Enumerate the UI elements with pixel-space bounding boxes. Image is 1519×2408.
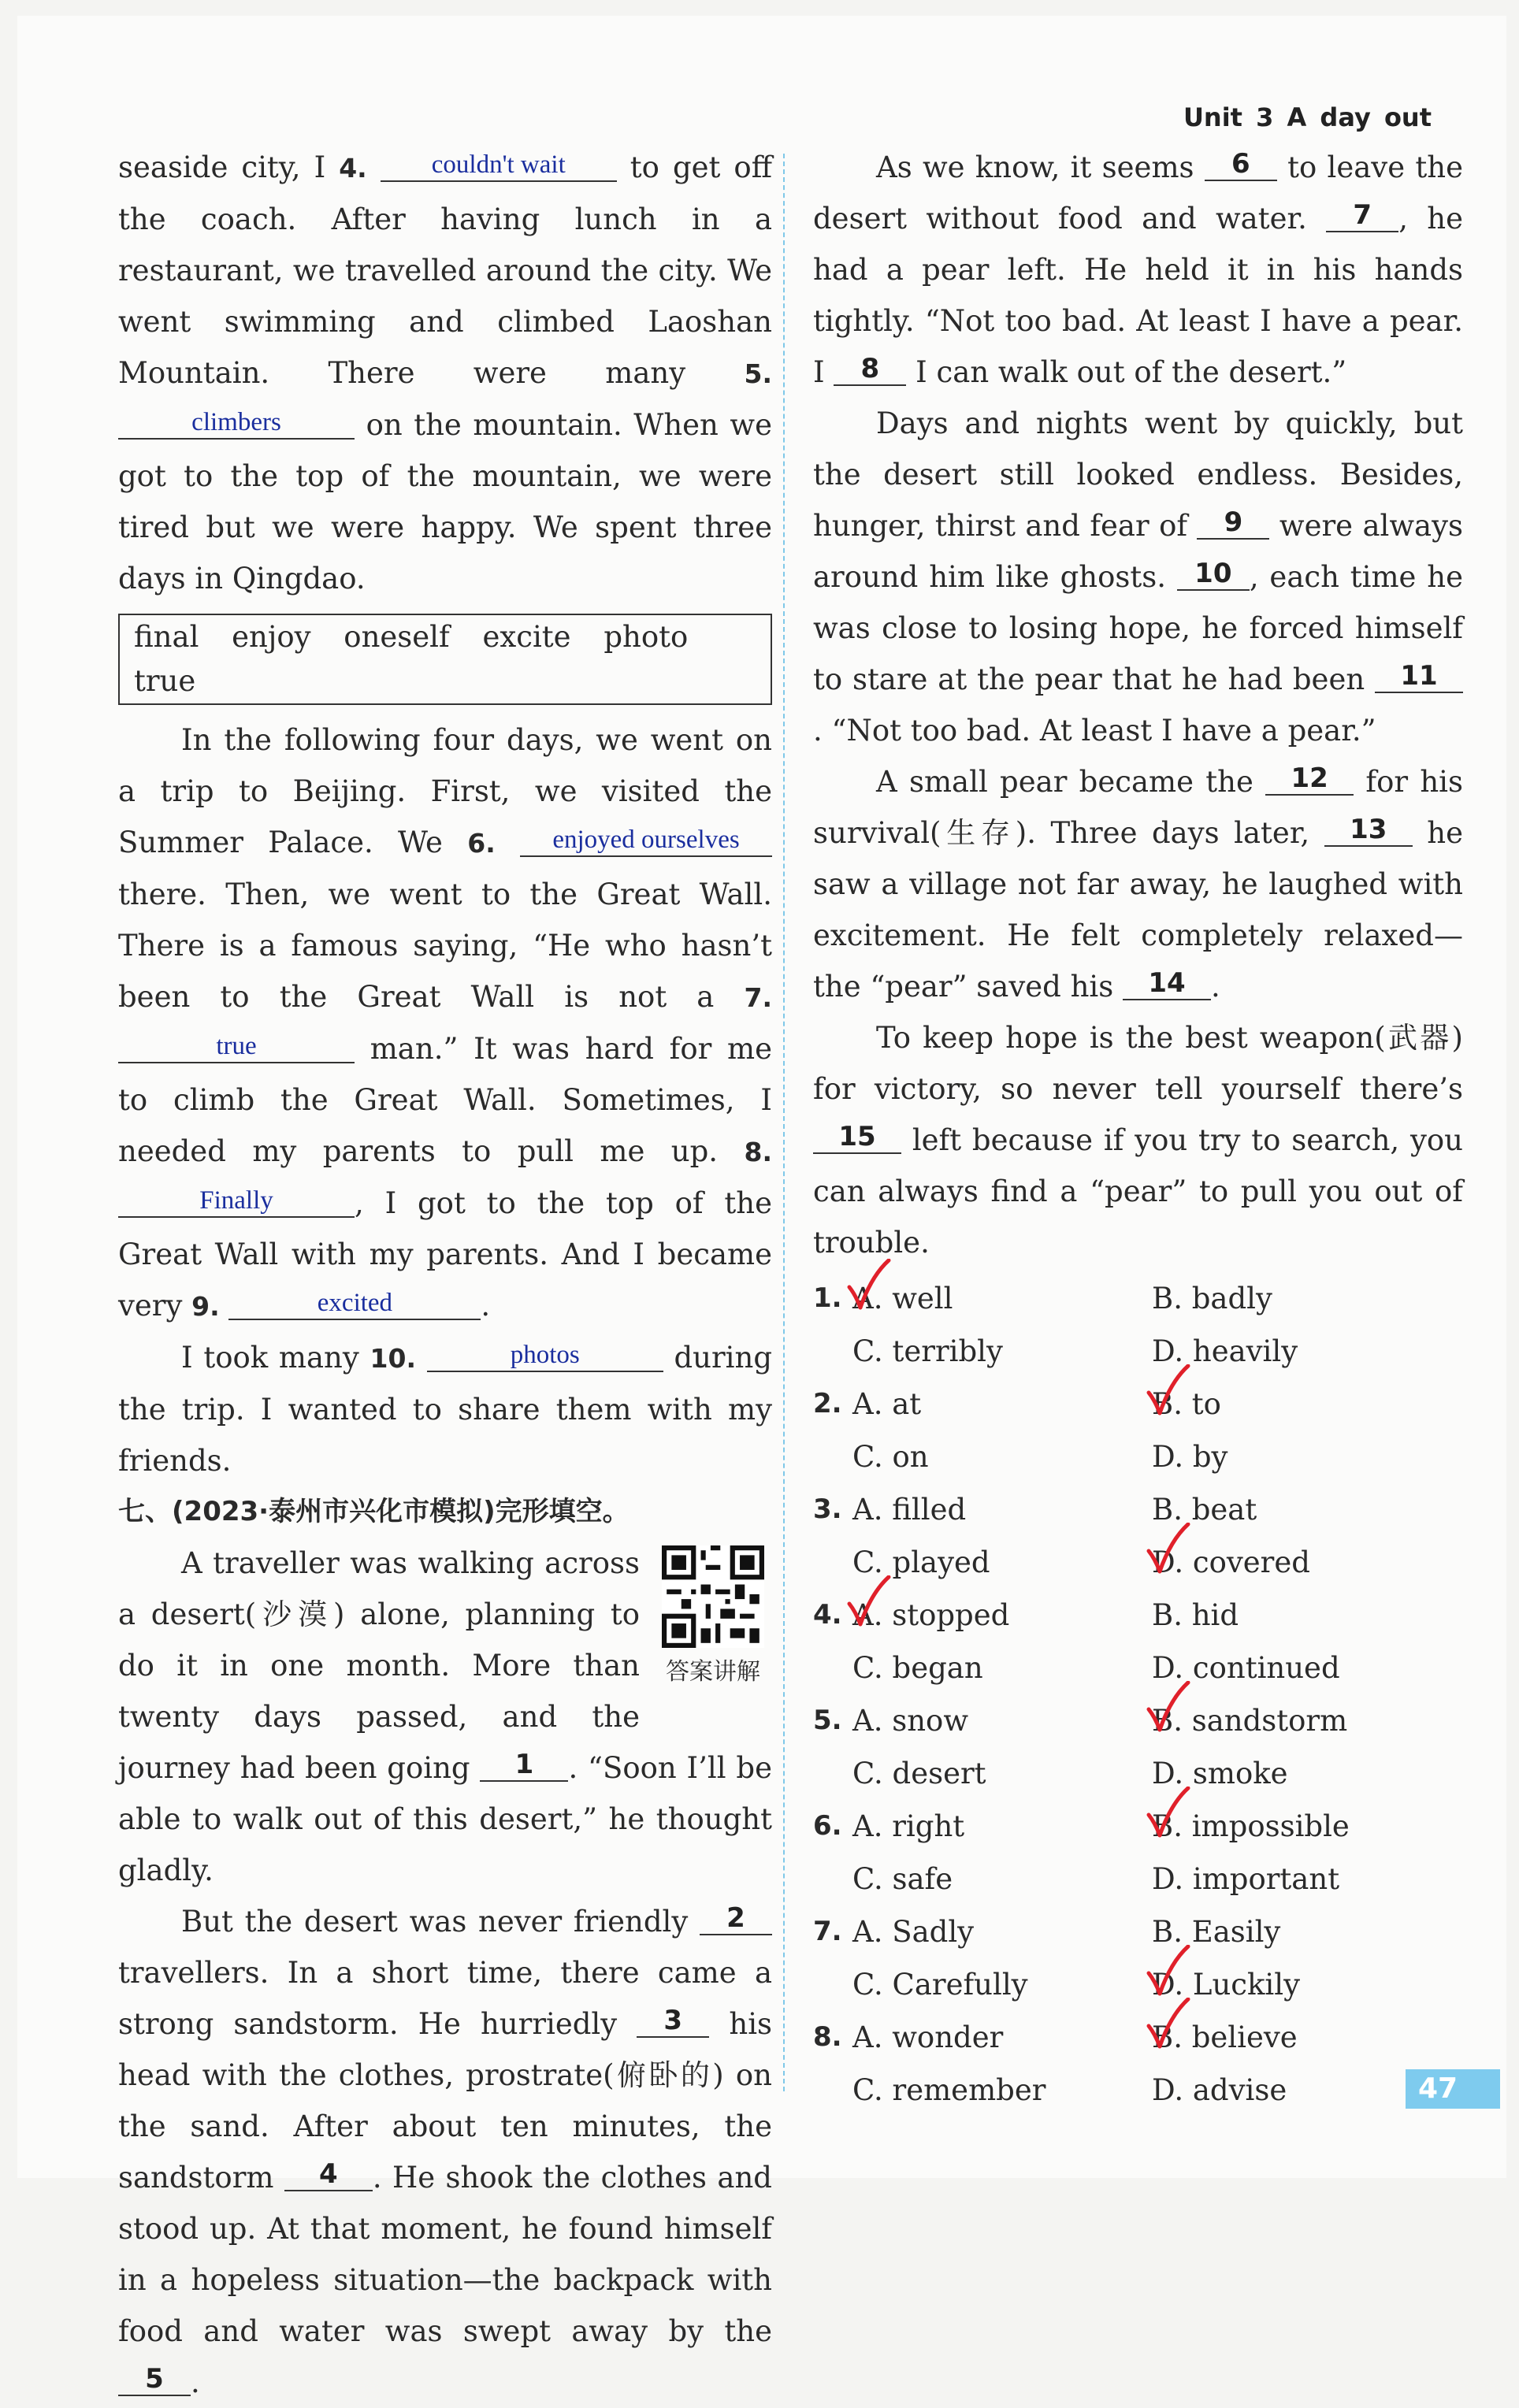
cloze-blank: 2 <box>700 1902 772 1935</box>
option-question-number: 3. <box>813 1493 842 1525</box>
option-row <box>813 1642 1463 1695</box>
cloze-paragraph: To keep hope is the best weapon(武器) for victory, so never tell yourself there’s 15 left because if you try to search, you can always find a “pear” to pull you out of trouble. <box>813 1021 1463 1260</box>
qr-code-icon <box>662 1545 764 1648</box>
cloze-paragraph: 答案讲解 A traveller was walking across a desert(沙漠) alone, planning to do it in one month. More than twenty days passed, and the journey had been going 1 . “Soon I’ll be able to walk out of this desert,” he thought gladly. <box>118 1546 772 1887</box>
unit-label: Unit 3 <box>1183 102 1274 132</box>
textbook-page <box>17 16 1506 2399</box>
option-choice[interactable]: B. sandstorm <box>1152 1695 1347 1746</box>
cloze-blank: 11 <box>1375 660 1463 693</box>
option-question-number: 2. <box>813 1388 842 1419</box>
option-row <box>813 1959 1463 2012</box>
question-number: 7. <box>744 982 772 1013</box>
qr-label: 答案讲解 <box>666 1658 760 1686</box>
cloze-blank: 13 <box>1324 814 1413 847</box>
option-choice[interactable]: A. wonder <box>852 2020 1004 2054</box>
answer-blank: couldn't wait <box>381 149 617 182</box>
option-choice[interactable]: D. important <box>1152 1862 1340 1896</box>
answer-blank: true <box>118 1030 355 1063</box>
unit-title: A day out <box>1287 102 1432 132</box>
option-choice[interactable]: D. Luckily <box>1152 1959 1300 2010</box>
qr-code[interactable] <box>654 1545 772 1703</box>
option-question-number: 8. <box>813 2021 842 2053</box>
option-choice[interactable]: A. stopped <box>852 1590 1009 1641</box>
option-row <box>813 1537 1463 1590</box>
answer-blank: photos <box>427 1339 663 1372</box>
option-choice[interactable]: C. began <box>852 1651 983 1685</box>
right-column <box>813 142 1463 2117</box>
cloze-blank: 14 <box>1123 967 1211 1000</box>
cloze-blank: 3 <box>637 2005 709 2038</box>
option-choice[interactable]: C. desert <box>852 1757 986 1790</box>
cloze-paragraph: But the desert was never friendly 2 travellers. In a short time, there came a strong sandstorm. He hurriedly 3 his head with the clothes, prostrate(俯卧的) on the sand. After about ten minutes, the sandstorm 4 . He shook the clothes and stood up. At that moment, he found himself in a hopeless situation—the backpack with food and water was swept away by the 5 . <box>118 1902 773 2399</box>
option-choice[interactable]: A. filled <box>852 1493 967 1527</box>
option-choice[interactable]: D. covered <box>1152 1537 1310 1588</box>
option-choice[interactable]: D. heavily <box>1152 1334 1298 1368</box>
option-choice[interactable]: A. Sadly <box>852 1915 975 1949</box>
option-choice[interactable]: B. badly <box>1152 1282 1272 1315</box>
option-choice[interactable]: C. played <box>852 1545 990 1579</box>
option-choice[interactable]: D. by <box>1152 1440 1228 1474</box>
answer-blank: excited <box>228 1287 481 1320</box>
option-row <box>813 1431 1463 1484</box>
option-choice[interactable]: B. to <box>1152 1378 1221 1430</box>
cloze-blank: 12 <box>1265 762 1354 796</box>
option-choice[interactable]: D. continued <box>1152 1651 1340 1685</box>
word-bank-box: final enjoy oneself excite photo true <box>118 614 772 705</box>
passage-paragraph: I took many 10. photos during the trip. I wanted to share them with my friends. <box>118 1341 773 1478</box>
option-choice[interactable]: D. smoke <box>1152 1757 1288 1790</box>
answer-blank: Finally <box>118 1185 355 1218</box>
option-choice[interactable]: B. Easily <box>1152 1915 1281 1949</box>
option-choice[interactable]: D. advise <box>1152 2073 1287 2107</box>
option-choice[interactable]: C. safe <box>852 1862 953 1896</box>
cloze-blank: 10 <box>1177 558 1250 591</box>
page-number-badge: 47 <box>1406 2069 1500 2109</box>
left-column <box>118 142 772 2408</box>
option-row <box>813 1906 1463 1959</box>
option-choice[interactable]: B. believe <box>1152 2012 1298 2063</box>
cloze-blank: 15 <box>813 1121 901 1154</box>
option-choice[interactable]: A. at <box>852 1387 922 1421</box>
option-row <box>813 1590 1463 1642</box>
option-row <box>813 1695 1463 1748</box>
option-row <box>813 1748 1463 1801</box>
option-choice[interactable]: C. terribly <box>852 1334 1003 1368</box>
option-choice[interactable]: A. well <box>852 1273 953 1324</box>
option-question-number: 4. <box>813 1599 842 1631</box>
option-choice[interactable]: C. Carefully <box>852 1968 1028 2002</box>
option-choice[interactable]: B. beat <box>1152 1493 1257 1527</box>
answer-blank: enjoyed ourselves <box>520 824 772 857</box>
cloze-blank: 6 <box>1205 148 1277 181</box>
option-choice[interactable]: A. snow <box>852 1704 969 1738</box>
option-row <box>813 1853 1463 1906</box>
option-row <box>813 1378 1463 1431</box>
option-row <box>813 1801 1463 1853</box>
cloze-blank: 5 <box>118 2363 191 2396</box>
option-choice[interactable]: C. remember <box>852 2073 1046 2107</box>
option-question-number: 5. <box>813 1705 842 1736</box>
passage-paragraph: In the following four days, we went on a trip to Beijing. First, we visited the Summer Palace. We 6. enjoyed ourselves there. Then, we went to the Great Wall. There is a famous saying, “He who hasn’t been to the Great Wall is not a 7. true man.” It was hard for me to climb the Great Wall. Sometimes, I needed my parents to pull me up. 8. Finally , I got to the top of the Great Wall with my parents. And I became very 9. excited . <box>118 723 773 1323</box>
cloze-paragraph: Days and nights went by quickly, but the desert still looked endless. Besides, hunger, thirst and fear of 9 were always around him like ghosts. 10 , each time he was close to losing hope, he forced himself to stare at the pear that he had been 11. “Not too bad. At least I have a pear.” <box>813 406 1464 748</box>
option-choice[interactable]: A. right <box>852 1809 965 1843</box>
cloze-blank: 8 <box>834 353 906 386</box>
option-choice[interactable]: B. hid <box>1152 1598 1239 1632</box>
question-number: 4. <box>339 153 367 184</box>
option-row <box>813 2065 1463 2117</box>
question-number: 8. <box>744 1137 772 1167</box>
question-number: 9. <box>191 1291 220 1322</box>
cloze-paragraph: A small pear became the 12 for his survival(生存). Three days later, 13 he saw a village not far away, he laughed with excitement. He felt completely relaxed—the “pear” saved his 14 . <box>813 762 1463 1004</box>
option-question-number: 7. <box>813 1916 842 1947</box>
section-title: 七、(2023·泰州市兴化市模拟)完形填空。 <box>118 1496 630 1527</box>
cloze-paragraph: As we know, it seems 6 to leave the desert without food and water. 7 , he had a pear left. He held it in his hands tightly. “Not too bad. At least I have a pear. I 8 I can walk out of the desert.” <box>813 148 1463 389</box>
cloze-blank: 7 <box>1326 199 1398 232</box>
cloze-blank: 1 <box>480 1749 568 1782</box>
answer-options <box>813 1273 1463 2117</box>
cloze-blank: 4 <box>284 2158 373 2191</box>
option-row <box>813 1273 1463 1326</box>
option-row <box>813 1326 1463 1378</box>
unit-header <box>1183 102 1432 132</box>
option-row <box>813 2012 1463 2065</box>
cloze-blank: 9 <box>1197 506 1269 540</box>
option-question-number: 1. <box>813 1282 842 1314</box>
option-row <box>813 1484 1463 1537</box>
answer-blank: climbers <box>118 406 355 440</box>
option-question-number: 6. <box>813 1810 842 1842</box>
question-number: 6. <box>467 828 496 859</box>
option-choice[interactable]: C. on <box>852 1440 929 1474</box>
passage-paragraph: seaside city, I 4. couldn't wait to get off the coach. After having lunch in a restaurant, we travelled around the city. We went swimming and climbed Laoshan Mountain. There were many 5. climbers on the mountain. When we got to the top of the mountain, we were tired but we were happy. We spent three days in Qingdao. <box>118 150 772 596</box>
option-choice[interactable]: B. impossible <box>1152 1801 1350 1852</box>
column-divider <box>783 154 785 2091</box>
question-number: 5. <box>744 358 772 389</box>
question-number: 10. <box>370 1343 416 1374</box>
